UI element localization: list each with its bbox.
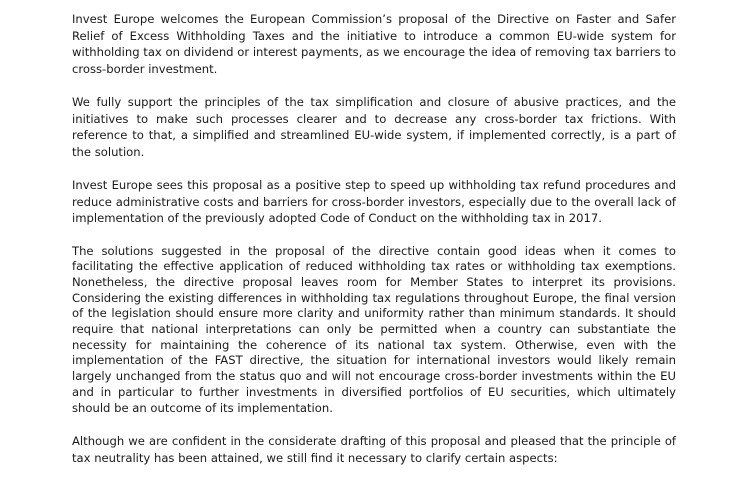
paragraph-support-principles: We fully support the principles of the tax simplification and closure of abusive practices, and the initiatives to make such processes clearer and to decrease any cross-border tax frictions. With reference to that, a simplified and streamlined EU-wide system, if implemented correctly, is a part of the solution. — [72, 95, 676, 159]
paragraph-welcome: Invest Europe welcomes the European Commission’s proposal of the Directive on Faster and Safer Relief of Excess Withholding Taxes and the initiative to introduce a common EU-wide system for withholding tax on dividend or interest payments, as we encourage the idea of removing tax barriers to cross-border investment. — [72, 12, 676, 76]
paragraph-clarify-aspects: Although we are confident in the considerate drafting of this proposal and pleased that the principle of tax neutrality has been attained, we still find it necessary to clarify certain aspects: — [72, 434, 676, 465]
paragraph-solutions: The solutions suggested in the proposal of the directive contain good ideas when it comes to facilitating the effective application of reduced withholding tax rates or withholding tax exemptions. Nonetheless, the directive proposal leaves room for Member States to interpret its provisions. Considering the existing differences in withholding tax regulations throughout Europe, the final version of the legislation should ensure more clarity and uniformity rather than minimum standards. It should require that national interpretations can only be permitted when a country can substantiate the necessity for maintaining the coherence of its national tax system. Otherwise, even with the implementation of the FAST directive, the situation for international investors would likely remain largely unchanged from the status quo and will not encourage cross-border investments within the EU and in particular to further investments in diversified portfolios of EU securities, which ultimately should be an outcome of its implementation. — [72, 243, 676, 415]
paragraph-positive-step: Invest Europe sees this proposal as a positive step to speed up withholding tax refund procedures and reduce administrative costs and barriers for cross-border investors, especially due to the overall lack of implementation of the previously adopted Code of Conduct on the withholding tax in 2017. — [72, 178, 676, 225]
document-page — [72, 11, 676, 483]
